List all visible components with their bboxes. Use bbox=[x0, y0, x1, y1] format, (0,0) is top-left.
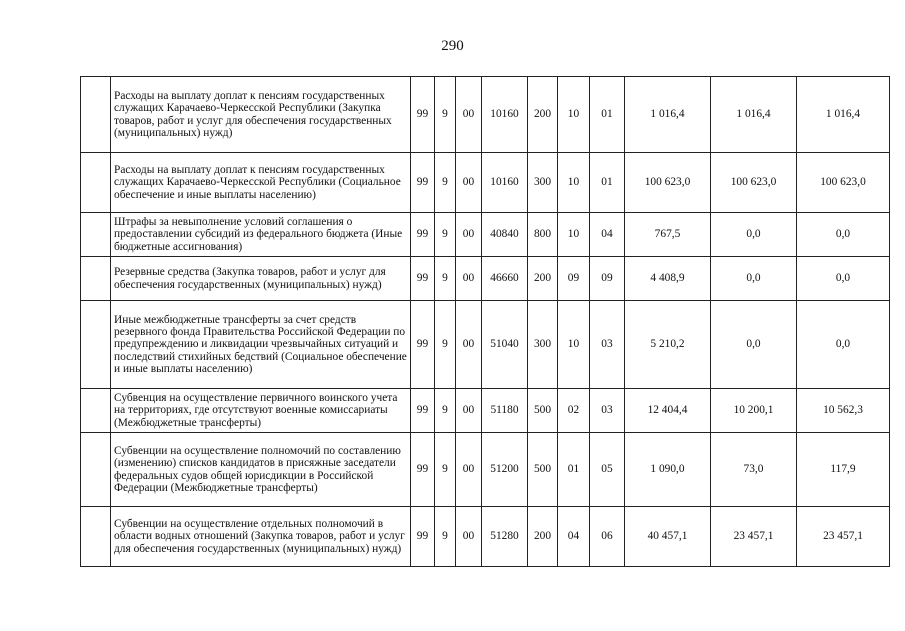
blank-cell bbox=[81, 389, 111, 433]
description-cell: Расходы на выплату доплат к пенсиям государственных служащих Карачаево-Черкесской Республики (Закупка товаров, работ и услуг для обеспечения государственных (муниципальных) нужд) bbox=[111, 77, 411, 153]
table-row bbox=[81, 153, 890, 213]
code-cell: 00 bbox=[456, 433, 482, 507]
code-cell: 00 bbox=[456, 389, 482, 433]
amount-cell: 12 404,4 bbox=[625, 389, 711, 433]
code-cell: 200 bbox=[528, 257, 558, 301]
table-row bbox=[81, 507, 890, 567]
code-cell: 01 bbox=[590, 77, 625, 153]
code-cell: 10 bbox=[558, 301, 590, 389]
code-cell: 06 bbox=[590, 507, 625, 567]
code-cell: 00 bbox=[456, 153, 482, 213]
amount-cell: 100 623,0 bbox=[711, 153, 797, 213]
code-cell: 01 bbox=[558, 433, 590, 507]
amount-cell: 1 016,4 bbox=[711, 77, 797, 153]
blank-cell bbox=[81, 507, 111, 567]
code-cell: 9 bbox=[435, 153, 456, 213]
amount-cell: 1 016,4 bbox=[797, 77, 890, 153]
code-cell: 99 bbox=[411, 77, 435, 153]
code-cell: 9 bbox=[435, 77, 456, 153]
code-cell: 99 bbox=[411, 507, 435, 567]
table-row bbox=[81, 213, 890, 257]
code-cell: 51280 bbox=[482, 507, 528, 567]
code-cell: 99 bbox=[411, 433, 435, 507]
code-cell: 99 bbox=[411, 213, 435, 257]
table-row bbox=[81, 257, 890, 301]
description-cell: Штрафы за невыполнение условий соглашения о предоставлении субсидий из федерального бюджета (Иные бюджетные ассигнования) bbox=[111, 213, 411, 257]
code-cell: 9 bbox=[435, 389, 456, 433]
description-cell: Резервные средства (Закупка товаров, работ и услуг для обеспечения государственных (муниципальных) нужд) bbox=[111, 257, 411, 301]
code-cell: 00 bbox=[456, 257, 482, 301]
code-cell: 03 bbox=[590, 301, 625, 389]
table-row bbox=[81, 389, 890, 433]
code-cell: 10160 bbox=[482, 77, 528, 153]
code-cell: 03 bbox=[590, 389, 625, 433]
amount-cell: 23 457,1 bbox=[711, 507, 797, 567]
code-cell: 9 bbox=[435, 213, 456, 257]
amount-cell: 5 210,2 bbox=[625, 301, 711, 389]
amount-cell: 0,0 bbox=[797, 257, 890, 301]
amount-cell: 100 623,0 bbox=[625, 153, 711, 213]
budget-table bbox=[80, 76, 890, 567]
blank-cell bbox=[81, 77, 111, 153]
description-cell: Субвенция на осуществление первичного воинского учета на территориях, где отсутствуют военные комиссариаты (Межбюджетные трансферты) bbox=[111, 389, 411, 433]
amount-cell: 0,0 bbox=[711, 213, 797, 257]
table-row bbox=[81, 301, 890, 389]
code-cell: 10 bbox=[558, 213, 590, 257]
amount-cell: 1 090,0 bbox=[625, 433, 711, 507]
amount-cell: 73,0 bbox=[711, 433, 797, 507]
blank-cell bbox=[81, 301, 111, 389]
code-cell: 09 bbox=[590, 257, 625, 301]
blank-cell bbox=[81, 153, 111, 213]
code-cell: 9 bbox=[435, 257, 456, 301]
description-cell: Иные межбюджетные трансферты за счет средств резервного фонда Правительства Российской Федерации по предупреждению и ликвидации чрезвычайных ситуаций и последствий стихийных бедствий (Социальное обеспечение и иные выплаты населению) bbox=[111, 301, 411, 389]
code-cell: 51040 bbox=[482, 301, 528, 389]
code-cell: 05 bbox=[590, 433, 625, 507]
amount-cell: 100 623,0 bbox=[797, 153, 890, 213]
code-cell: 01 bbox=[590, 153, 625, 213]
code-cell: 51200 bbox=[482, 433, 528, 507]
code-cell: 09 bbox=[558, 257, 590, 301]
page-number: 290 bbox=[441, 38, 464, 54]
code-cell: 10160 bbox=[482, 153, 528, 213]
code-cell: 04 bbox=[590, 213, 625, 257]
code-cell: 99 bbox=[411, 389, 435, 433]
code-cell: 500 bbox=[528, 433, 558, 507]
code-cell: 40840 bbox=[482, 213, 528, 257]
amount-cell: 10 562,3 bbox=[797, 389, 890, 433]
code-cell: 300 bbox=[528, 153, 558, 213]
code-cell: 800 bbox=[528, 213, 558, 257]
code-cell: 9 bbox=[435, 301, 456, 389]
amount-cell: 40 457,1 bbox=[625, 507, 711, 567]
amount-cell: 0,0 bbox=[797, 213, 890, 257]
table-row bbox=[81, 77, 890, 153]
code-cell: 9 bbox=[435, 433, 456, 507]
code-cell: 99 bbox=[411, 301, 435, 389]
table-row bbox=[81, 433, 890, 507]
amount-cell: 0,0 bbox=[711, 257, 797, 301]
code-cell: 99 bbox=[411, 257, 435, 301]
blank-cell bbox=[81, 257, 111, 301]
code-cell: 00 bbox=[456, 213, 482, 257]
amount-cell: 10 200,1 bbox=[711, 389, 797, 433]
code-cell: 00 bbox=[456, 301, 482, 389]
amount-cell: 1 016,4 bbox=[625, 77, 711, 153]
amount-cell: 4 408,9 bbox=[625, 257, 711, 301]
description-cell: Субвенции на осуществление полномочий по составлению (изменению) списков кандидатов в присяжные заседатели федеральных судов общей юрисдикции в Российской Федерации (Межбюджетные трансферты) bbox=[111, 433, 411, 507]
code-cell: 300 bbox=[528, 301, 558, 389]
code-cell: 99 bbox=[411, 153, 435, 213]
code-cell: 02 bbox=[558, 389, 590, 433]
code-cell: 10 bbox=[558, 77, 590, 153]
code-cell: 200 bbox=[528, 507, 558, 567]
code-cell: 04 bbox=[558, 507, 590, 567]
amount-cell: 117,9 bbox=[797, 433, 890, 507]
code-cell: 00 bbox=[456, 507, 482, 567]
code-cell: 9 bbox=[435, 507, 456, 567]
description-cell: Субвенции на осуществление отдельных полномочий в области водных отношений (Закупка товаров, работ и услуг для обеспечения государственных (муниципальных) нужд) bbox=[111, 507, 411, 567]
code-cell: 200 bbox=[528, 77, 558, 153]
code-cell: 500 bbox=[528, 389, 558, 433]
description-cell: Расходы на выплату доплат к пенсиям государственных служащих Карачаево-Черкесской Республики (Социальное обеспечение и иные выплаты населению) bbox=[111, 153, 411, 213]
amount-cell: 23 457,1 bbox=[797, 507, 890, 567]
code-cell: 00 bbox=[456, 77, 482, 153]
code-cell: 51180 bbox=[482, 389, 528, 433]
amount-cell: 0,0 bbox=[711, 301, 797, 389]
code-cell: 10 bbox=[558, 153, 590, 213]
blank-cell bbox=[81, 433, 111, 507]
amount-cell: 767,5 bbox=[625, 213, 711, 257]
blank-cell bbox=[81, 213, 111, 257]
amount-cell: 0,0 bbox=[797, 301, 890, 389]
code-cell: 46660 bbox=[482, 257, 528, 301]
